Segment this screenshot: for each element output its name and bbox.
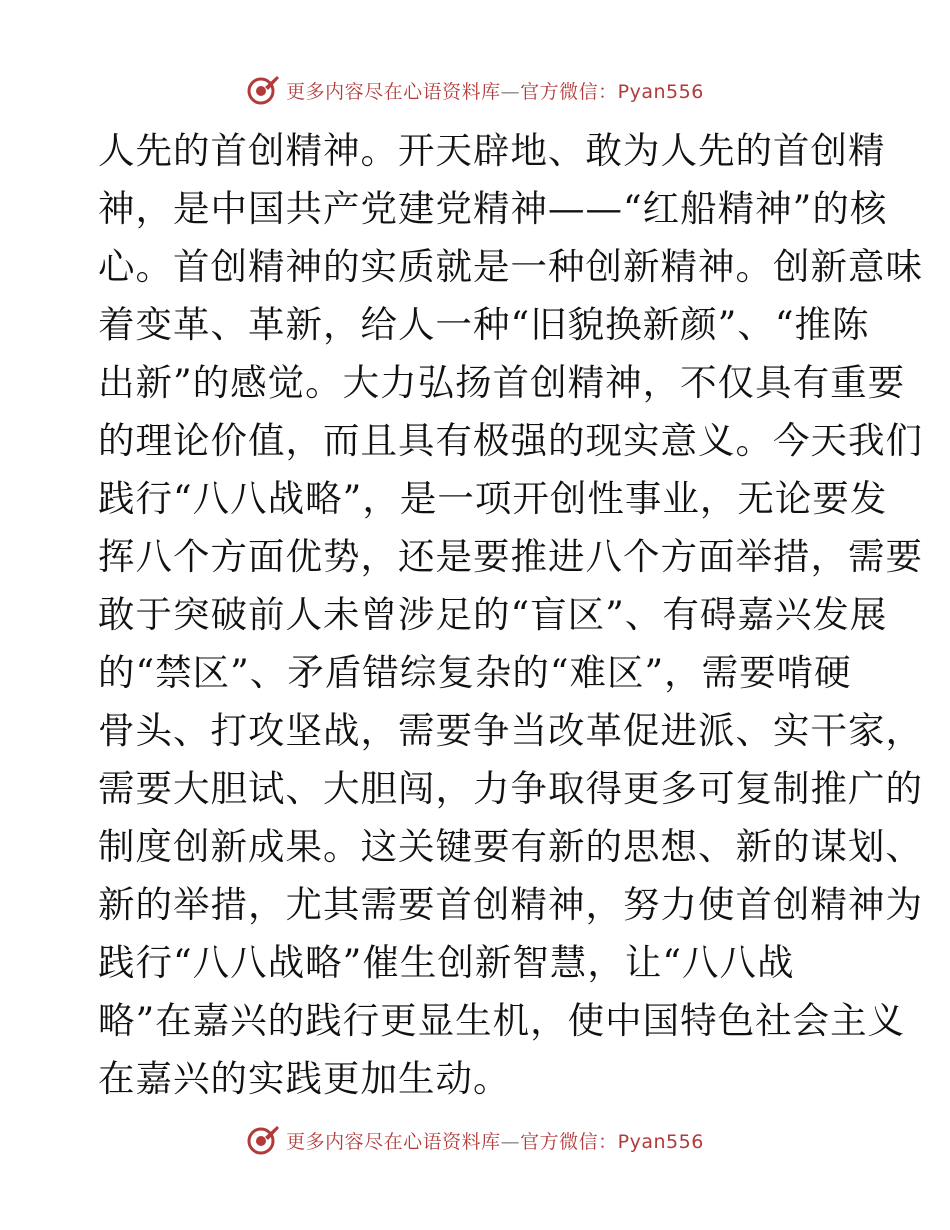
watermark-prefix: 更多内容尽在心语资料库 — [286, 80, 501, 103]
watermark-separator: — — [500, 1130, 521, 1153]
body-line: 敢于突破前人未曾涉足的“盲区”、有碍嘉兴发展 — [98, 593, 888, 636]
document-body — [98, 122, 923, 1108]
watermark-contact: 官方微信：Pyan556 — [520, 80, 704, 103]
heart-pen-logo-icon — [246, 73, 280, 107]
heart-pen-logo-icon — [246, 1123, 280, 1157]
body-line: 着变革、革新，给人一种“旧貌换新颜”、“推陈 — [98, 303, 870, 346]
body-line: 践行“八八战略”催生创新智慧，让“八八战 — [98, 941, 795, 984]
watermark-separator: — — [500, 80, 521, 103]
body-line: 出新”的感觉。大力弘扬首创精神，不仅具有重要 — [98, 361, 906, 404]
body-line: 骨头、打攻坚战，需要争当改革促进派、实干家， — [98, 709, 923, 752]
body-line: 在嘉兴的实践更加生动。 — [98, 1057, 511, 1100]
footer-watermark-banner — [0, 1120, 950, 1160]
body-line: 新的举措，尤其需要首创精神，努力使首创精神为 — [98, 883, 923, 926]
body-line: 略”在嘉兴的践行更显生机，使中国特色社会主义 — [98, 999, 906, 1042]
body-line: 践行“八八战略”，是一项开创性事业，无论要发 — [98, 477, 888, 520]
watermark-contact: 官方微信：Pyan556 — [520, 1130, 704, 1153]
body-line: 需要大胆试、大胆闯，力争取得更多可复制推广的 — [98, 767, 923, 810]
body-line: 人先的首创精神。开天辟地、敢为人先的首创精 — [98, 129, 886, 172]
body-line: 的“禁区”、矛盾错综复杂的“难区”，需要啃硬 — [98, 651, 852, 694]
watermark-text — [286, 77, 704, 104]
watermark-prefix: 更多内容尽在心语资料库 — [286, 1130, 501, 1153]
header-watermark-banner — [0, 70, 950, 110]
body-line: 神，是中国共产党建党精神——“红船精神”的核 — [98, 187, 888, 230]
body-line: 的理论价值，而且具有极强的现实意义。今天我们 — [98, 419, 923, 462]
body-line: 心。首创精神的实质就是一种创新精神。创新意味 — [98, 245, 923, 288]
body-line: 挥八个方面优势，还是要推进八个方面举措，需要 — [98, 535, 923, 578]
watermark-text — [286, 1127, 704, 1154]
body-line: 制度创新成果。这关键要有新的思想、新的谋划、 — [98, 825, 923, 868]
